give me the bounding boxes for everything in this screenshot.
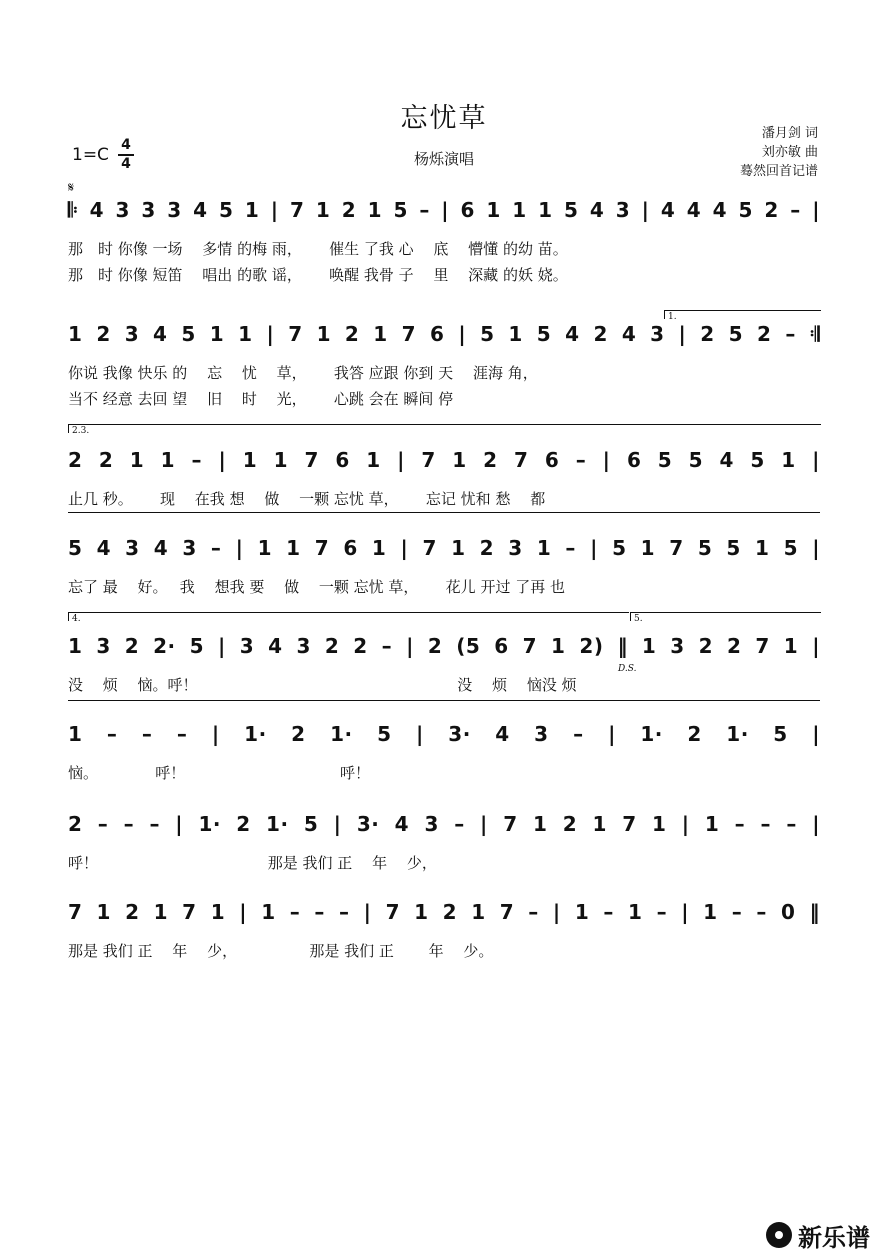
notes-line: 7 1 2 1 7 1 | 1 – – – | 7 1 2 1 7 – | 1 – 1 – | 1 – – 0 ‖ <box>68 900 820 924</box>
score-row <box>0 722 888 792</box>
lyric-line: 你说 我像 快乐 的 忘 忧 草， 我答 应跟 你到 天 涯海 角， <box>68 364 538 382</box>
beam-decoration <box>0 722 888 762</box>
lyric-line: 没 烦 恼。呼！ 没 烦 恼没 烦 <box>68 676 577 694</box>
lyric-line: 那 时 你像 短笛 唱出 的歌 谣， 唤醒 我骨 子 里 深藏 的妖 娆。 <box>68 266 568 284</box>
score-row <box>0 322 888 408</box>
notes-line: 𝄆 4 3 3 3 4 5 1 | 7 1 2 1 5 – | 6 1 1 1 5 4 3 | 4 4 4 5 2 – | <box>68 198 820 222</box>
ending-1-bracket <box>664 310 821 322</box>
ending-1-bracket-label: 1. <box>668 312 677 322</box>
singer-credit: 杨烁演唱 <box>413 150 474 168</box>
notes-line: 1 2 3 4 5 1 1 | 7 1 2 1 7 6 | 5 1 5 4 2 4 3 | 2 5 2 – 𝄇 <box>68 322 820 346</box>
notes-line: 2 2 1 1 – | 1 1 7 6 1 | 7 1 2 7 6 – | 6 5 5 4 5 1 | <box>68 448 820 472</box>
lyric-line: 忘了 最 好。 我 想我 要 做 一颗 忘忧 草， 花儿 开过 了再 也 <box>68 578 565 596</box>
ending-4-bracket <box>68 612 629 624</box>
lyric-line: 止几 秒。 现 在我 想 做 一颗 忘忧 草， 忘记 忧和 愁 都 <box>68 490 546 508</box>
lyric-line: 那 时 你像 一场 多情 的梅 雨， 催生 了我 心 底 懵懂 的幼 苗。 <box>68 240 568 258</box>
site-logo <box>766 1220 870 1250</box>
notes-line: 1 3 2 2· 5 | 3 4 3 2 2 – | 2 (5 6 7 1 2) ‖ 1 3 2 2 7 1 | <box>68 634 820 658</box>
ending-23-bracket-label: 2.3. <box>72 426 90 436</box>
ending-5-bracket <box>630 612 821 624</box>
time-signature-bottom: 4 <box>121 156 131 172</box>
beam-decoration <box>0 322 888 362</box>
ending-5-bracket-label: 5. <box>634 614 643 624</box>
song-title: 忘忧草 <box>400 103 488 134</box>
transcriber-credit: 蓦然回首记谱 <box>739 164 818 179</box>
record-icon <box>766 1222 792 1248</box>
time-signature-top: 4 <box>121 137 131 153</box>
beam-decoration <box>0 900 888 940</box>
composer-credit: 刘亦敏 曲 <box>761 145 818 160</box>
time-signature <box>118 138 134 172</box>
row-divider <box>68 700 820 701</box>
notes-line: 2 – – – | 1· 2 1· 5 | 3· 4 3 – | 7 1 2 1 7 1 | 1 – – – | <box>68 812 820 836</box>
score-row <box>0 448 888 518</box>
lyric-line: 恼。 呼！ 呼！ <box>68 764 371 782</box>
row-divider <box>68 512 820 513</box>
lyric-line: 那是 我们 正 年 少， 那是 我们 正 年 少。 <box>68 942 494 960</box>
ds-mark: D.S. <box>618 664 637 674</box>
notes-line: 5 4 3 4 3 – | 1 1 7 6 1 | 7 1 2 3 1 – | 5 1 7 5 5 1 5 | <box>68 536 820 560</box>
ending-4-bracket-label: 4. <box>72 614 81 624</box>
logo-text: 新乐谱 <box>798 1223 870 1252</box>
beam-decoration <box>0 198 888 238</box>
beam-decoration <box>0 812 888 852</box>
ending-23-bracket <box>68 424 821 436</box>
lyric-line: 呼！ 那是 我们 正 年 少， <box>68 854 437 872</box>
notes-line: 1 – – – | 1· 2 1· 5 | 3· 4 3 – | 1· 2 1· 5 | <box>68 722 820 746</box>
beam-decoration <box>0 448 888 488</box>
lyricist-credit: 潘月剑 词 <box>761 126 818 141</box>
score-row <box>0 634 888 704</box>
score-row <box>0 812 888 882</box>
score-row <box>0 536 888 606</box>
lyric-line: 当不 经意 去回 望 旧 时 光， 心跳 会在 瞬间 停 <box>68 390 454 408</box>
segno-mark: 𝄋 <box>68 180 75 196</box>
score-row <box>0 198 888 284</box>
beam-decoration <box>0 634 888 674</box>
score-row <box>0 900 888 970</box>
beam-decoration <box>0 536 888 576</box>
key-signature: 1=C <box>72 145 109 165</box>
